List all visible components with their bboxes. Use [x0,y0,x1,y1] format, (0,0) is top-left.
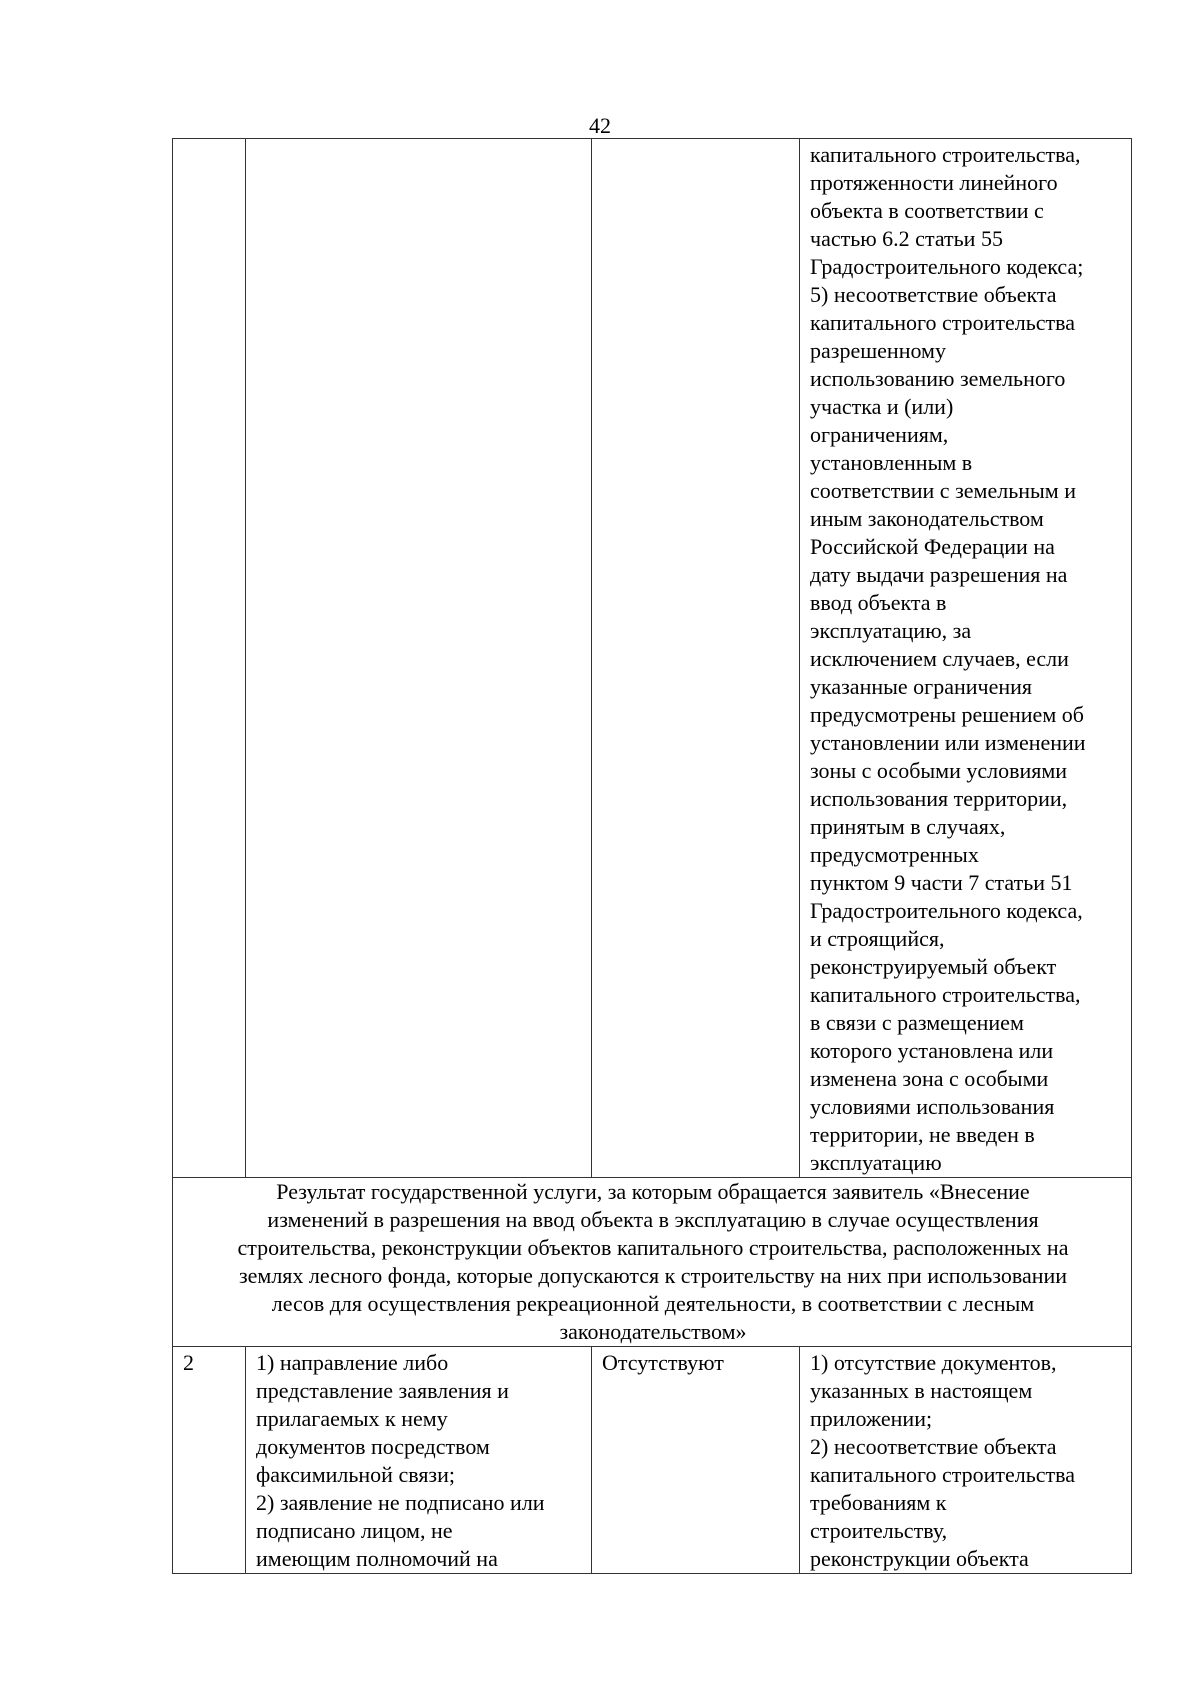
refusal-grounds-text [810,1349,1123,1573]
cell-number [173,139,246,1178]
text-line: 5) несоответствие объекта [810,282,1057,307]
cell-refusal-grounds [800,139,1132,1178]
text-line: дату выдачи разрешения на [810,562,1068,587]
cell-number: 2 [173,1347,246,1574]
cell-grounds [246,1347,592,1574]
text-line: в связи с размещением [810,1010,1024,1035]
text-line: принятым в случаях, [810,814,1006,839]
text-line: приложении; [810,1406,933,1431]
text-line: 1) направление либо [256,1350,449,1375]
table-row-2 [173,1347,1132,1574]
text-line: частью 6.2 статьи 55 [810,226,1003,251]
text-line: иным законодательством [810,506,1044,531]
text-line: эксплуатацию [810,1150,942,1175]
text-line: протяженности линейного [810,170,1058,195]
text-line: лесов для осуществления рекреационной деятельности, в соответствии с лесным [271,1291,1035,1316]
text-line: капитального строительства [810,1462,1076,1487]
text-line: представление заявления и [256,1378,509,1403]
text-line: предусмотренных [810,842,979,867]
text-line: изменений в разрешения на ввод объекта в эксплуатацию в случае осуществления [267,1207,1039,1232]
text-line: прилагаемых к нему [256,1406,448,1431]
text-line: условиями использования [810,1094,1055,1119]
grounds-text [256,1349,583,1573]
table-row-continuation [173,139,1132,1178]
text-line: строительства, реконструкции объектов капитального строительства, расположенных на [237,1235,1069,1260]
text-line: Градостроительного кодекса, [810,898,1083,923]
text-line: Результат государственной услуги, за которым обращается заявитель «Внесение [276,1179,1030,1204]
text-line: разрешенному [810,338,946,363]
text-line: установленным в [810,450,973,475]
text-line: подписано лицом, не [256,1518,453,1543]
text-line: 1) отсутствие документов, [810,1350,1057,1375]
text-line: указанные ограничения [810,674,1032,699]
text-line: участка и (или) [810,394,954,419]
cell-refusal-grounds [800,1347,1132,1574]
text-line: соответствии с земельным и [810,478,1076,503]
text-line: реконструкции объекта [810,1546,1029,1571]
cell-grounds [246,139,592,1178]
text-line: 2) заявление не подписано или [256,1490,545,1515]
text-line: реконструируемый объект [810,954,1057,979]
cell-absent: Отсутствуют [592,1347,800,1574]
text-line: Российской Федерации на [810,534,1055,559]
text-line: объекта в соответствии с [810,198,1044,223]
text-line: капитального строительства, [810,142,1081,167]
text-line: законодательством» [559,1319,747,1344]
text-line: капитального строительства [810,310,1076,335]
text-line: землях лесного фонда, которые допускаются к строительству на них при использовании [238,1263,1068,1288]
text-line: факсимильной связи; [256,1462,456,1487]
table-row-section-header [173,1178,1132,1347]
text-line: требованиям к [810,1490,947,1515]
text-line: ввод объекта в [810,590,947,615]
section-header-text [183,1178,1123,1346]
text-line: предусмотрены решением об [810,702,1084,727]
text-line: и строящийся, [810,926,945,951]
refusal-grounds-text [810,141,1123,1177]
text-line: капитального строительства, [810,982,1081,1007]
text-line: использования территории, [810,786,1068,811]
text-line: которого установлена или [810,1038,1054,1063]
text-line: исключением случаев, если [810,646,1069,671]
text-line: Градостроительного кодекса; [810,254,1084,279]
text-line: строительству, [810,1518,948,1543]
text-line: ограничениям, [810,422,949,447]
text-line: установлении или изменении [810,730,1086,755]
text-line: указанных в настоящем [810,1378,1033,1403]
text-line: территории, не введен в [810,1122,1035,1147]
text-line: 2) несоответствие объекта [810,1434,1057,1459]
text-line: документов посредством [256,1434,490,1459]
text-line: имеющим полномочий на [256,1546,498,1571]
text-line: изменена зона с особыми [810,1066,1049,1091]
section-header-cell [173,1178,1132,1347]
requirements-table [172,138,1132,1574]
page-number: 42 [589,113,611,138]
text-line: зоны с особыми условиями [810,758,1068,783]
text-line: использованию земельного [810,366,1066,391]
text-line: пунктом 9 части 7 статьи 51 [810,870,1073,895]
cell-none [592,139,800,1178]
text-line: эксплуатацию, за [810,618,972,643]
